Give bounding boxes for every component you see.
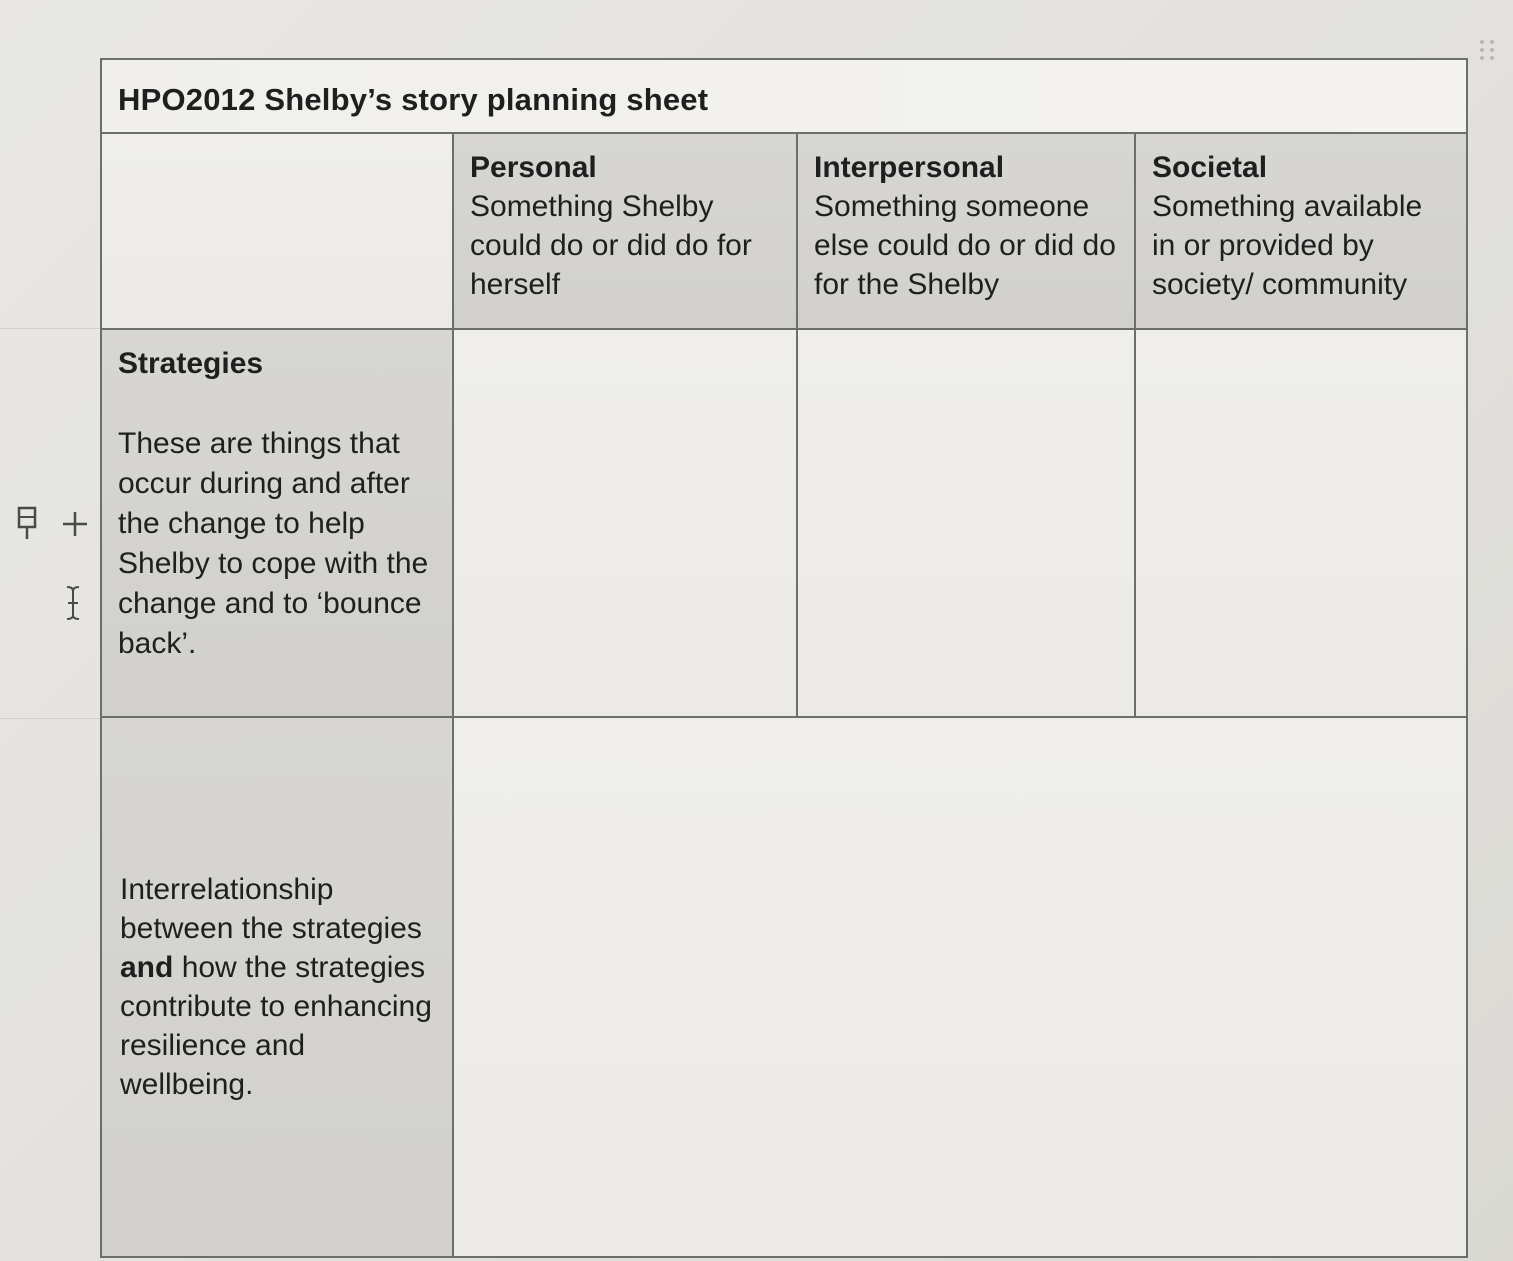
row-header-strategies[interactable]: [102, 330, 454, 718]
row-description: [120, 870, 434, 1104]
column-heading: Societal: [1152, 151, 1268, 184]
strategies-societal-cell[interactable]: [1136, 330, 1466, 718]
row-text: Interrelationship between the strategies: [120, 873, 422, 945]
column-description: Something Shelby could do or did do for herself: [470, 190, 752, 301]
strategies-interpersonal-cell[interactable]: [798, 330, 1136, 718]
plus-icon[interactable]: [60, 505, 90, 543]
text-cursor-icon: [60, 583, 86, 623]
page-margin-line: [0, 718, 100, 719]
pin-icon[interactable]: [12, 505, 42, 543]
strategies-personal-cell[interactable]: [454, 330, 798, 718]
column-header-personal[interactable]: [454, 134, 798, 330]
row-text: how the strategies contribute to enhancing resilience and wellbeing.: [120, 951, 432, 1101]
table-corner-cell[interactable]: [102, 134, 454, 330]
row-heading: Strategies: [118, 347, 264, 380]
column-heading: Interpersonal: [814, 151, 1005, 184]
drag-handle-icon[interactable]: [1480, 40, 1500, 68]
column-header-interpersonal[interactable]: [798, 134, 1136, 330]
row-description: These are things that occur during and after the change to help Shelby to cope with the change and to ‘bounce back’.: [118, 427, 429, 660]
column-description: Something available in or provided by society/ community: [1152, 190, 1423, 301]
row-text-bold: and: [120, 951, 174, 984]
planning-sheet-table: [100, 58, 1468, 1258]
table-title-row: [102, 60, 1466, 134]
column-heading: Personal: [470, 151, 597, 184]
table-title: HPO2012 Shelby’s story planning sheet: [118, 82, 709, 117]
row-toolbar: [10, 505, 95, 625]
page-margin-line: [0, 328, 100, 329]
row-header-interrelationship[interactable]: [102, 718, 454, 1256]
column-description: Something someone else could do or did do for the Shelby: [814, 190, 1116, 301]
interrelationship-response-cell[interactable]: [454, 718, 1466, 1256]
column-header-societal[interactable]: [1136, 134, 1466, 330]
